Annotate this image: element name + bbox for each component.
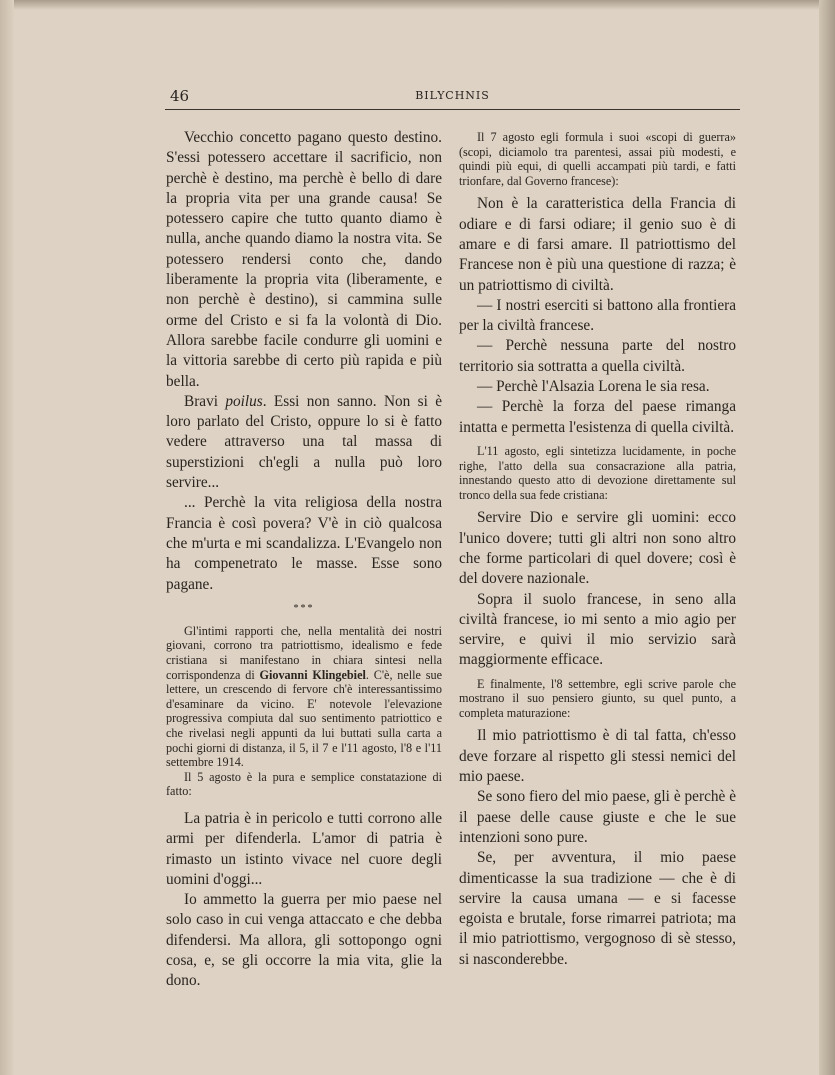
text-run: . C'è, nelle sue lettere, un crescendo di fervore ch'è interessantissimo d'esaminare da vicino. E' notevole l'elevazione progressiva compiuta dal suo sentimento patriottico e che rivelasi negli appunti da lui buttati sulla carta a pochi giorni di distanza, il 5, il 7 e l'11 agosto, l'8 e l'11 settembre 1914. — [166, 667, 442, 770]
text-run: . Essi non sanno. Non si è loro parlato del Cristo, oppure lo si è fatto vedere attraverso una tal massa di superstizioni ch'egli a nulla può loro servire... — [166, 392, 442, 492]
paragraph: Il 7 agosto egli formula i suoi «scopi di guerra» (scopi, diciamolo tra parentesi, assai più modesti, e quindi più equi, di quelli accampati più tardi, e fatti trionfare, dal Governo francese): — [459, 130, 736, 188]
section-divider: *** — [293, 602, 315, 614]
quote-paragraph: Sopra il suolo francese, in seno alla civiltà francese, io mi sento a mio agio per servire, e quivi il mio servizio sarà maggiormente efficace. — [459, 590, 736, 669]
right-column — [459, 130, 736, 970]
running-head: BILYCHNIS — [415, 89, 490, 102]
page-edge-left — [0, 0, 14, 1075]
quote-paragraph: Non è la caratteristica della Francia di odiare e di farsi odiare; il genio suo è di amare e di farsi amare. Il patriottismo del Francese non è più una questione di razza; è un patriottismo di civiltà. — [459, 195, 736, 294]
page-edge-right — [819, 0, 835, 1075]
page-number: 46 — [170, 87, 190, 105]
paragraph: E finalmente, l'8 settembre, egli scrive parole che mostrano il suo pensiero giunto, su quel punto, a completa maturazione: — [459, 676, 736, 720]
text-run: Gl'intimi rapporti che, nella mentalità dei nostri giovani, corrono tra patriottismo, idealismo e fede cristiana si manifestano in chiara sintesi nella corrispondenza di — [166, 623, 442, 682]
paragraph: ... Perchè la vita religiosa della nostra Francia è così povera? V'è in ciò qualcosa che m'urta e mi scandalizza. L'Evangelo non ha compenetrato le masse. Esse sono pagane. — [166, 494, 442, 593]
page-edge-top — [0, 0, 835, 10]
page-header — [165, 85, 740, 110]
quote-paragraph: — Perchè nessuna parte del nostro territorio sia sottratta a quella civiltà. — [459, 337, 736, 375]
bold-name: Giovanni Klingebiel — [259, 667, 366, 682]
left-column — [166, 128, 442, 992]
paragraph — [166, 392, 442, 493]
italic-word: poilus — [225, 392, 263, 410]
quote-paragraph: Io ammetto la guerra per mio paese nel solo caso in cui venga attaccato e che debba difendersi. Ma allora, gli sottopongo ogni cosa, e, se gli occorre la mia vita, glie la dono. — [166, 891, 442, 990]
text-run: Bravi — [184, 392, 226, 410]
paragraph — [166, 624, 442, 770]
paragraph: Vecchio concetto pagano questo destino. S'essi potessero accettare il sacrificio, non perchè è destino, ma perchè è bello di dare la propria vita per una grande causa! Se potessero capire che tutto quanto diamo è nulla, anche quando diamo la nostra vita. Se potessero rendersi conto che, dando liberamente la propria vita (liberamente, e non perchè è destino), si cammina sulle orme del Cristo e si fa la volontà di Dio. Allora sarebbe facile condurre gli uomini e la vittoria sarebbe di certo più rapida e più bella. — [166, 129, 442, 390]
paragraph: L'11 agosto, egli sintetizza lucidamente, in poche righe, l'atto della sua consacrazione alla patria, innestando questo atto di devozione direttamente sul tronco della sua fede cristiana: — [459, 443, 736, 502]
quote-paragraph: Il mio patriottismo è di tal fatta, ch'esso deve forzare al rispetto gli stessi nemici del mio paese. — [459, 727, 736, 786]
quote-paragraph: — I nostri eserciti si battono alla frontiera per la civiltà francese. — [459, 296, 736, 335]
quote-paragraph: La patria è in pericolo e tutti corrono alle armi per difenderla. L'amor di patria è rimasto un istinto vivace nel cuore degli uomini d'oggi... — [166, 809, 442, 888]
quote-paragraph: — Perchè l'Alsazia Lorena le sia resa. — [477, 378, 710, 396]
paragraph: Il 5 agosto è la pura e semplice constatazione di fatto: — [166, 769, 442, 799]
quote-paragraph: — Perchè la forza del paese rimanga intatta e permetta l'esistenza di quella civiltà. — [459, 398, 736, 436]
quote-paragraph: Servire Dio e servire gli uomini: ecco l'unico dovere; tutti gli altri non sono altro che forme particolari di quel dovere; così è del dovere nazionale. — [459, 509, 736, 588]
quote-paragraph: Se, per avventura, il mio paese dimenticasse la sua tradizione — che è di servire la causa umana — e si facesse egoista e brutale, forse rimarrei patriota; ma il mio patriottismo, vergognoso di sè stesso, si nasconderebbe. — [459, 849, 736, 968]
quote-paragraph: Se sono fiero del mio paese, gli è perchè è il paese delle cause giuste e che le sue intenzioni sono pure. — [459, 788, 736, 846]
